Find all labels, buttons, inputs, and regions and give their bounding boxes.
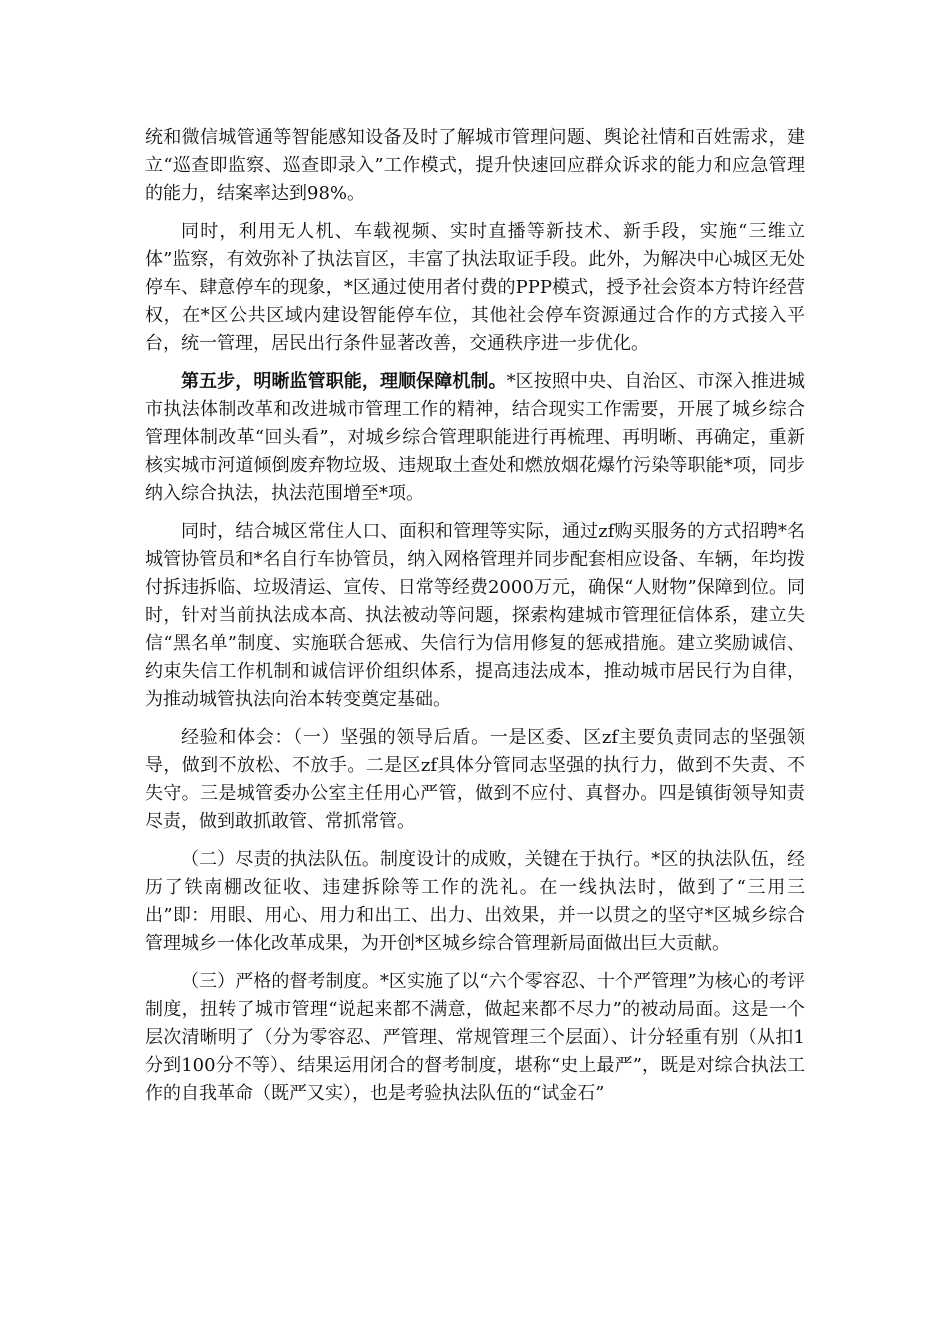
paragraph-7: [145, 968, 805, 1108]
paragraph-1: [145, 124, 805, 208]
paragraph-7-text: （三）严格的督考制度。*区实施了以“六个零容忍、十个严管理”为核心的考评制度，扭转了城市管理“说起来都不满意，做起来都不尽力”的被动局面。这是一个层次清晰明了（分为零容忍、严管理、常规管理三个层面）、计分轻重有别（从扣1分到100分不等）、结果运用闭合的督考制度，堪称“史上最严”，既是对综合执法工作的自我革命（既严又实），也是考验执法队伍的“试金石”: [145, 971, 805, 1104]
document-page: [145, 124, 805, 1118]
paragraph-6: [145, 846, 805, 958]
paragraph-2: [145, 218, 805, 358]
paragraph-5-text: 经验和体会：（一）坚强的领导后盾。一是区委、区zf主要负责同志的坚强领导，做到不放松、不放手。二是区zf具体分管同志坚强的执行力，做到不失责、不失守。三是城管委办公室主任用心严管，做到不应付、真督办。四是镇街领导知责尽责，做到敢抓敢管、常抓常管。: [145, 727, 805, 832]
paragraph-1-text: 统和微信城管通等智能感知设备及时了解城市管理问题、舆论社情和百姓需求，建立“巡查即监察、巡查即录入”工作模式，提升快速回应群众诉求的能力和应急管理的能力，结案率达到98%。: [145, 127, 805, 204]
paragraph-6-text: （二）尽责的执法队伍。制度设计的成败，关键在于执行。*区的执法队伍，经历了铁南棚改征收、违建拆除等工作的洗礼。在一线执法时，做到了“三用三出”即：用眼、用心、用力和出工、出力、出效果，并一以贯之的坚守*区城乡综合管理城乡一体化改革成果，为开创*区城乡综合管理新局面做出巨大贡献。: [145, 849, 805, 954]
paragraph-5: [145, 724, 805, 836]
paragraph-3: [145, 368, 805, 508]
paragraph-4: [145, 518, 805, 714]
paragraph-2-text: 同时，利用无人机、车载视频、实时直播等新技术、新手段，实施“三维立体”监察，有效弥补了执法盲区，丰富了执法取证手段。此外，为解决中心城区无处停车、肆意停车的现象，*区通过使用者付费的PPP模式，授予社会资本方特许经营权，在*区公共区域内建设智能停车位，其他社会停车资源通过合作的方式接入平台，统一管理，居民出行条件显著改善，交通秩序进一步优化。: [145, 221, 805, 354]
paragraph-3-heading: 第五步，明晰监管职能，理顺保障机制。: [181, 371, 507, 392]
paragraph-4-text: 同时，结合城区常住人口、面积和管理等实际，通过zf购买服务的方式招聘*名城管协管员和*名自行车协管员，纳入网格管理并同步配套相应设备、车辆，年均拨付拆违拆临、垃圾清运、宣传、日常等经费2000万元，确保“人财物”保障到位。同时，针对当前执法成本高、执法被动等问题，探索构建城市管理征信体系，建立失信“黑名单”制度、实施联合惩戒、失信行为信用修复的惩戒措施。建立奖励诚信、约束失信工作机制和诚信评价组织体系，提高违法成本，推动城市居民行为自律，为推动城管执法向治本转变奠定基础。: [145, 521, 805, 710]
paragraph-3-text: *区按照中央、自治区、市深入推进城市执法体制改革和改进城市管理工作的精神，结合现实工作需要，开展了城乡综合管理体制改革“回头看”，对城乡综合管理职能进行再梳理、再明晰、再确定，重新核实城市河道倾倒废弃物垃圾、违规取土查处和燃放烟花爆竹污染等职能*项，同步纳入综合执法，执法范围增至*项。: [145, 371, 806, 504]
